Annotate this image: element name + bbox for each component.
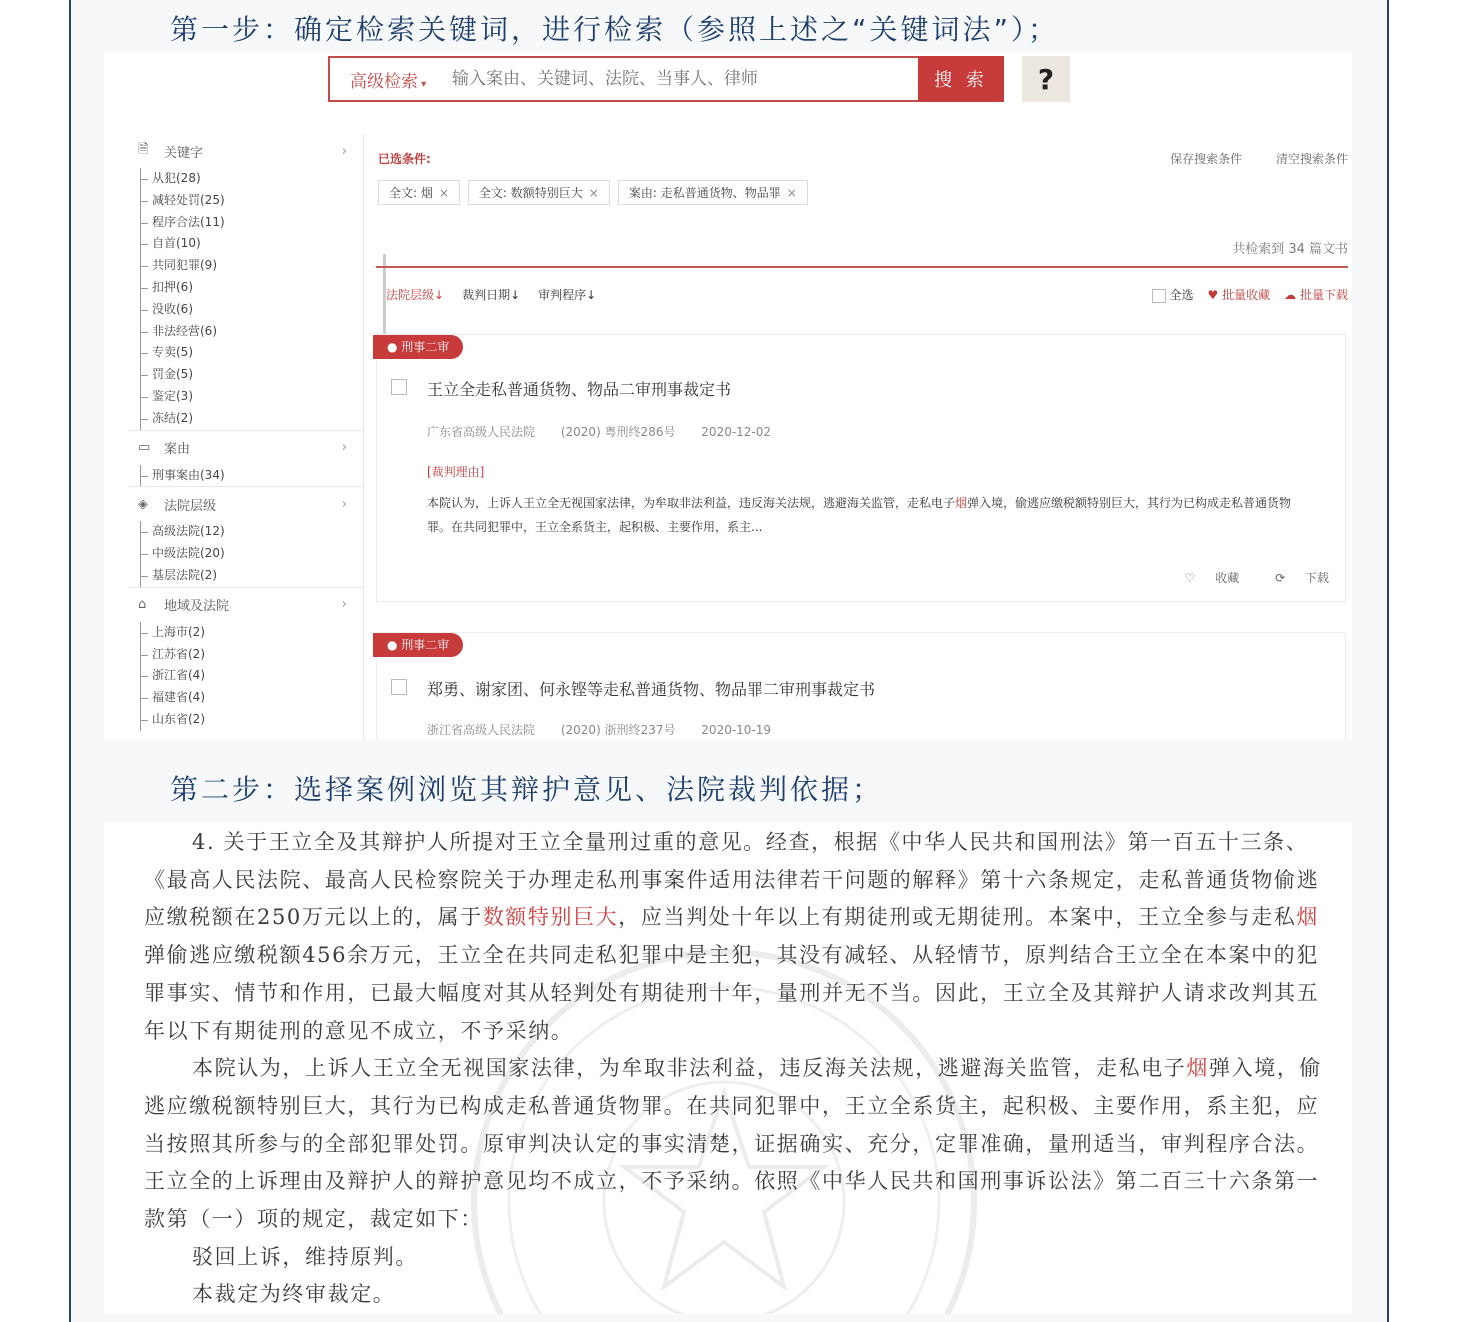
result-date: 2020-12-02 (701, 425, 772, 439)
sidebar-item[interactable]: 基层法院(2) (128, 565, 363, 587)
sidebar-item[interactable]: 扣押(6) (128, 277, 363, 299)
cloud-download-icon: ☁ (1284, 288, 1297, 302)
sidebar-item[interactable]: 高级法院(12) (128, 521, 363, 543)
judgment-paragraph: 本院认为，上诉人王立全无视国家法律，为牟取非法利益，违反海关法规，逃避海关监管，走私电子烟弹入境，偷逃应缴税额特别巨大，其行为已构成走私普通货物罪。在共同犯罪中，王立全系货主，起积极、主要作用，系主犯，应当按照其所参与的全部犯罪处罚。原审判决认定的事实清楚，证据确实、充分，定罪准确，量刑适当，审判程序合法。王立全的上诉理由及辩护人的辩护意见均不成立，不予采纳。依照《中华人民共和国刑事诉讼法》第二百三十六条第一款第（一）项的规定，裁定如下： (144, 1056, 1323, 1232)
result-count: 共检索到 34 篇文书 (1232, 242, 1348, 257)
result-checkbox[interactable] (391, 379, 407, 395)
heart-outline-icon: ♡ (1184, 571, 1196, 585)
judgment-paragraph: 驳回上诉，维持原判。 (192, 1244, 418, 1269)
sort-date[interactable]: 裁判日期↓ (462, 288, 521, 302)
sidebar-item[interactable]: 上海市(2) (128, 622, 363, 644)
arrow-down-icon: ↓ (586, 288, 597, 302)
sidebar-group-region (128, 588, 363, 731)
search-bar (328, 56, 1004, 102)
divider (376, 266, 1348, 268)
judgment-paragraph: 本裁定为终审裁定。 (192, 1282, 396, 1307)
sidebar-item[interactable]: 非法经营(6) (128, 321, 363, 343)
sidebar-group-keyword (128, 134, 363, 431)
result-card (376, 632, 1346, 740)
batch-actions (1152, 286, 1348, 303)
sidebar-group-court-level (128, 487, 363, 587)
sidebar-head-court-level[interactable]: ◈ 法院层级 › (138, 496, 347, 514)
sidebar-item[interactable]: 浙江省(4) (128, 665, 363, 687)
courthouse-icon: ⌂ (138, 597, 147, 613)
batch-download-button[interactable]: ☁ 批量下载 (1284, 288, 1348, 302)
result-card (376, 334, 1346, 602)
case-type-tag: ● 刑事二审 (373, 633, 463, 657)
chevron-down-icon: ▾ (418, 78, 427, 90)
chevron-right-icon: › (341, 496, 347, 512)
download-icon: ⟳ (1275, 571, 1286, 585)
judgment-paragraph: 4. 关于王立全及其辩护人所提对王立全量刑过重的意见。经查，根据《中华人民共和国刑法》第一百五十三条、《最高人民法院、最高人民检察院关于办理走私刑事案件适用法律若干问题的解释》第十六条规定，走私普通货物偷逃应缴税额在250万元以上的，属于数额特别巨大，应当判处十年以上有期徒刑或无期徒刑。本案中，王立全参与走私烟弹偷逃应缴税额456余万元，王立全在共同走私犯罪中是主犯，其没有减轻、从轻情节，原判结合王立全在本案中的犯罪事实、情节和作用，已最大幅度对其从轻判处有期徒刑十年，量刑并无不当。因此，王立全及其辩护人请求改判其五年以下有期徒刑的意见不成立，不予采纳。 (144, 830, 1320, 1043)
layers-icon: ◈ (138, 496, 148, 512)
sort-court-level[interactable]: 法院层级↓ (386, 288, 445, 302)
help-button[interactable]: ? (1022, 56, 1070, 102)
filter-chip[interactable]: 全文: 烟 × (378, 180, 460, 205)
result-title[interactable]: 郑勇、谢家团、何永铿等走私普通货物、物品罪二审刑事裁定书 (427, 680, 876, 699)
sidebar-group-cause (128, 431, 363, 488)
sidebar-item[interactable]: 山东省(2) (128, 709, 363, 731)
chevron-right-icon: › (341, 597, 347, 613)
batch-favorite-button[interactable]: ♥ 批量收藏 (1207, 288, 1271, 302)
filter-actions (1140, 150, 1348, 167)
search-button[interactable]: 搜 索 (918, 56, 1004, 102)
result-checkbox[interactable] (391, 679, 407, 695)
sidebar-item[interactable]: 冻结(2) (128, 408, 363, 430)
sidebar-item[interactable]: 从犯(28) (128, 168, 363, 190)
sidebar-item[interactable]: 鉴定(3) (128, 386, 363, 408)
sidebar-item[interactable]: 自首(10) (128, 233, 363, 255)
close-icon[interactable]: × (438, 186, 449, 200)
result-actions (1153, 569, 1329, 586)
result-excerpt: 本院认为，上诉人王立全无视国家法律，为牟取非法利益，违反海关法规，逃避海关监管，走私电子烟弹入境，偷逃应缴税额特别巨大，其行为已构成走私普通货物罪。在共同犯罪中，王立全系货主，起积极、主要作用，系主... (427, 496, 1292, 534)
sidebar-head-region[interactable]: ⌂ 地域及法院 › (138, 597, 347, 615)
filter-chips (378, 180, 808, 205)
reason-label: [裁判理由] (427, 465, 485, 479)
case-type-tag: ● 刑事二审 (373, 335, 463, 359)
result-court: 浙江省高级人民法院 (427, 723, 536, 737)
card-icon: ▭ (138, 440, 151, 456)
sidebar-item[interactable]: 中级法院(20) (128, 543, 363, 565)
sidebar-item[interactable]: 程序合法(11) (128, 212, 363, 234)
sort-procedure[interactable]: 审判程序↓ (538, 288, 597, 302)
result-court: 广东省高级人民法院 (427, 425, 536, 439)
result-case-no: (2020) 粤刑终286号 (560, 425, 676, 439)
filter-sidebar (128, 134, 364, 740)
step2-heading: 第二步：选择案例浏览其辩护意见、法院裁判依据； (170, 773, 884, 806)
sidebar-item[interactable]: 刑事案由(34) (128, 465, 363, 487)
results-panel (376, 134, 1348, 740)
result-case-no: (2020) 浙刑终237号 (560, 723, 676, 737)
sidebar-item[interactable]: 没收(6) (128, 299, 363, 321)
judgment-screenshot (104, 822, 1352, 1314)
download-button[interactable]: ⟳ 下载 (1275, 571, 1329, 585)
judgment-text (144, 824, 1324, 1314)
sidebar-item[interactable]: 专卖(5) (128, 342, 363, 364)
advanced-search-dropdown[interactable]: 高级检索 ▾ (350, 71, 427, 92)
sidebar-item[interactable]: 共同犯罪(9) (128, 255, 363, 277)
sidebar-item[interactable]: 福建省(4) (128, 687, 363, 709)
sidebar-item[interactable]: 江苏省(2) (128, 644, 363, 666)
sidebar-head-keyword[interactable]: 🗎 关键字 › (138, 142, 347, 161)
search-input[interactable] (452, 58, 918, 100)
sort-bar (386, 286, 596, 303)
selected-filters-label: 已选条件: (378, 152, 431, 166)
filter-chip[interactable]: 案由: 走私普通货物、物品罪 × (618, 180, 808, 205)
clear-search-link[interactable]: 清空搜索条件 (1275, 152, 1348, 166)
result-meta (427, 721, 793, 738)
favorite-button[interactable]: ♡ 收藏 (1184, 571, 1240, 585)
select-all-checkbox[interactable]: 全选 (1152, 286, 1194, 303)
result-date: 2020-10-19 (701, 723, 772, 737)
step1-heading: 第一步：确定检索关键词，进行检索（参照上述之“关键词法”）； (170, 13, 1060, 46)
result-title[interactable]: 王立全走私普通货物、物品二审刑事裁定书 (427, 380, 732, 399)
filter-chip[interactable]: 全文: 数额特别巨大 × (468, 180, 610, 205)
sidebar-item[interactable]: 减轻处罚(25) (128, 190, 363, 212)
close-icon[interactable]: × (588, 186, 599, 200)
chevron-right-icon: › (341, 143, 347, 159)
save-search-link[interactable]: 保存搜索条件 (1170, 152, 1243, 166)
chevron-right-icon: › (341, 440, 347, 456)
sidebar-item[interactable]: 罚金(5) (128, 364, 363, 386)
result-meta (427, 423, 793, 440)
search-screenshot (104, 52, 1352, 740)
close-icon[interactable]: × (786, 186, 797, 200)
heart-icon: ♥ (1207, 288, 1219, 302)
arrow-down-icon: ↓ (510, 288, 521, 302)
sidebar-head-cause[interactable]: ▭ 案由 › (138, 440, 347, 458)
document-icon: 🗎 (138, 142, 149, 157)
arrow-down-icon: ↓ (434, 288, 445, 302)
